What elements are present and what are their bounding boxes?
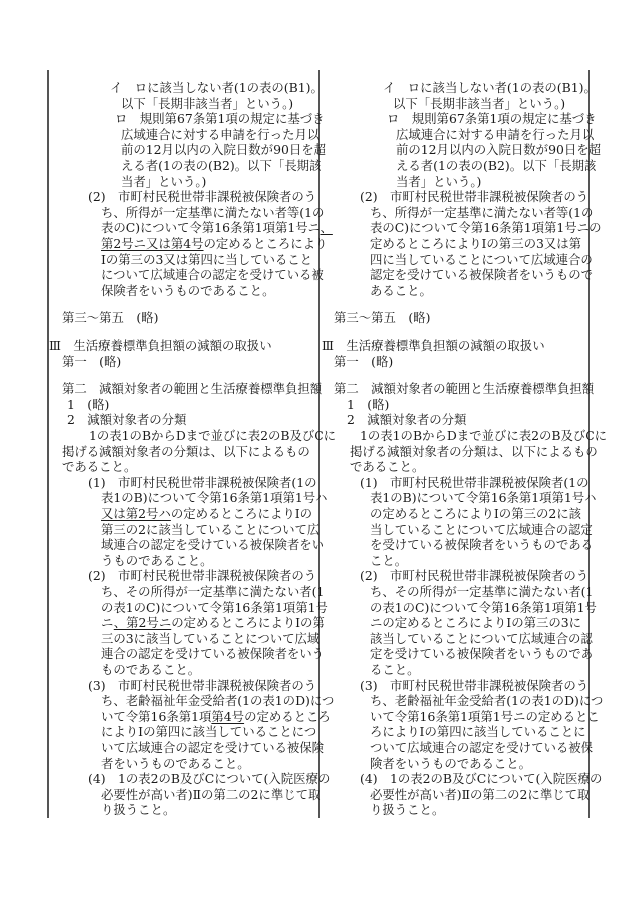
text-line: うものであること。 [101, 552, 213, 568]
text-line: (3) 市町村民税世帯非課税被保険者のう [360, 677, 589, 693]
text-line: 広域連合に対する申請を行った月以 [396, 126, 595, 142]
text-line: (1) 市町村民税世帯非課税被保険者(1の [88, 474, 317, 490]
text-line: であること。 [62, 459, 137, 475]
text-line: (2) 市町村民税世帯非課税被保険者のう [88, 568, 317, 584]
text-line: ること。 [370, 662, 420, 677]
text-line: 前の12月以内の入院日数が90日を超 [396, 142, 602, 158]
table-border-left [47, 70, 49, 818]
text-segment: の定めるところ [244, 708, 331, 724]
text-segment: の定めるところによりⅠの第 [171, 615, 325, 631]
text-line: える者(1の表の(B2)。以下「長期該 [396, 158, 597, 173]
text-line: ロ 規則第67条第1項の規定に基づき [387, 111, 597, 127]
text-line: 第二 減額対象者の範囲と生活療養標準負担額 [62, 381, 323, 397]
text-line: の表1のC)について令第16条第1項第1号 [101, 599, 328, 615]
underlined-amendment: 、第2号ニ [113, 615, 172, 631]
text-line: の表1のC)について令第16条第1項第1号 [370, 599, 597, 615]
text-line: 第三～第五 (略) [62, 310, 159, 326]
text-line: 1の表1のBからDまで並びに表2のB及びCに [89, 428, 337, 443]
text-line: (2) 市町村民税世帯非課税被保険者のう [360, 189, 589, 205]
text-line: あること。 [370, 282, 432, 298]
text-line: (2) 市町村民税世帯非課税被保険者のう [360, 568, 589, 584]
text-line: の定めるところによりⅠの第三の2に該 [370, 506, 582, 521]
text-line: ち、その所得が一定基準に満たない者(1 [370, 584, 594, 599]
text-line: 1の表1のBからDまで並びに表2のB及びCに [360, 428, 608, 443]
text-line: 表1のB)について令第16条第1項第1号ハ [370, 490, 597, 506]
text-line: 2 減額対象者の分類 [347, 412, 467, 428]
text-segment: の定めるところにより [203, 236, 328, 251]
text-line: 広域連合に対する申請を行った月以 [121, 126, 320, 142]
text-line: 以下「長期非該当者」という。) [121, 95, 294, 111]
text-line: 四に当していることについて広域連合の [370, 251, 593, 267]
text-line: 当していることについて広域連合の認定 [370, 521, 593, 537]
text-line: 当者」という。) [121, 173, 207, 189]
text-line: Ⅲ 生活療養標準負担額の減額の取扱い [322, 338, 545, 353]
text-line: 第一 (略) [334, 353, 394, 369]
underlined-amendment: 第2号ニ又は第4号 [101, 236, 204, 251]
text-line: ち、老齢福祉年金受給者(1の表1のD)につ [101, 693, 335, 709]
text-segment: の定めるところによりⅠの [170, 506, 313, 521]
text-line: 掲げる減額対象者の分類は、以下によるもの [350, 443, 598, 459]
text-line: 第三～第五 (略) [334, 310, 431, 326]
text-line: を受けている被保険者をいうものである [370, 537, 594, 553]
text-line: いて広域連合の認定を受けている被保険 [101, 740, 325, 755]
text-line: イ ロに該当しない者(1の表の(B1)。 [110, 80, 323, 95]
text-segment: いて令第16条第1項 [101, 708, 212, 724]
text-segment: ニ [101, 615, 114, 631]
text-line: 掲げる減額対象者の分類は、以下によるもの [62, 443, 310, 459]
text-line: ついて広域連合の認定を受けている被保 [370, 740, 594, 755]
text-line: ろによりⅠの第四に該当していることに [370, 724, 586, 740]
text-line: こと。 [370, 552, 408, 568]
text-line [101, 506, 312, 522]
text-line: (4) 1の表2のB及びCについて(入院医療の [88, 771, 331, 787]
text-line [101, 615, 325, 631]
text-line: によりⅠの第四に該当していることにつ [101, 724, 317, 740]
text-line: 保険者をいうものであること。 [101, 282, 275, 298]
text-line: (3) 市町村民税世帯非課税被保険者のう [88, 677, 317, 693]
text-line [101, 709, 331, 725]
text-line: (4) 1の表2のB及びCについて(入院医療の [360, 771, 603, 787]
text-line [101, 236, 327, 252]
text-line: 三の3に該当していることについて広域 [101, 630, 320, 646]
text-line: ち、その所得が一定基準に満たない者(1 [101, 584, 325, 599]
text-line: (1) 市町村民税世帯非課税被保険者(1の [360, 474, 589, 490]
text-line: り扱うこと。 [370, 802, 445, 818]
text-line: 第三の2に該当していることについて広 [101, 521, 320, 537]
text-line: いて令第16条第1項第1号ニの定めるとこ [370, 708, 600, 724]
text-line: Ⅰの第三の3又は第四に当していること [101, 251, 313, 267]
text-line: ち、老齢福祉年金受給者(1の表1のD)につ [370, 693, 604, 709]
text-line: 必要性が高い者)Ⅱの第二の2に準じて取 [370, 786, 590, 802]
text-line: 定を受けている被保険者をいうものであ [370, 646, 594, 662]
text-line [101, 220, 333, 236]
text-line: 険者をいうものであること。 [370, 755, 532, 771]
text-line: 表のC)について令第16条第1項第1号ニの [370, 220, 602, 236]
text-line: 前の12月以内の入院日数が90日を超 [121, 142, 327, 158]
text-line: 1 (略) [67, 396, 110, 412]
text-line: 1 (略) [347, 396, 390, 412]
text-line: り扱うこと。 [101, 802, 176, 818]
underlined-amendment: 、 [320, 220, 333, 236]
underlined-amendment: 第4号 [211, 708, 245, 724]
text-line: 連合の認定を受けている被保険者をいう [101, 646, 325, 662]
text-line: 表1のB)について令第16条第1項第1号ハ [101, 490, 328, 506]
text-line: える者(1の表の(B2)。以下「長期該 [121, 158, 322, 173]
text-segment: 表のC)について令第16条第1項第1号ニ [101, 220, 321, 236]
text-line: 第一 (略) [62, 353, 122, 369]
text-line: イ ロに該当しない者(1の表の(B1)。 [383, 80, 596, 95]
text-line: ニの定めるところによりⅠの第三の3に [370, 615, 582, 631]
text-line: 域連合の認定を受けている被保険者をい [101, 537, 325, 553]
text-line: ち、所得が一定基準に満たない者等(1の [101, 204, 325, 220]
text-line: であること。 [350, 459, 425, 475]
text-line: ものであること。 [101, 662, 201, 677]
text-line: ロ 規則第67条第1項の規定に基づき [115, 111, 325, 127]
text-line: 定めるところによりⅠの第三の3又は第 [370, 236, 582, 251]
text-line: 必要性が高い者)Ⅱの第二の2に準じて取 [101, 786, 321, 802]
text-line: 第二 減額対象者の範囲と生活療養標準負担額 [334, 381, 595, 397]
text-line: 以下「長期非該当者」という。) [393, 95, 566, 111]
text-line: ち、所得が一定基準に満たない者等(1の [370, 204, 594, 220]
text-line: 該当していることについて広域連合の認 [370, 630, 593, 646]
text-line: について広域連合の認定を受けている被 [101, 267, 324, 283]
text-line: 2 減額対象者の分類 [67, 412, 187, 428]
text-line: 認定を受けている被保険者をいうもので [370, 267, 594, 283]
underlined-amendment: 又は第2号ハ [101, 506, 171, 521]
text-line: 者をいうものであること。 [101, 755, 250, 771]
text-line: (2) 市町村民税世帯非課税被保険者のう [88, 189, 317, 205]
text-line: Ⅲ 生活療養標準負担額の減額の取扱い [49, 338, 272, 353]
text-line: 当者」という。) [396, 173, 482, 189]
